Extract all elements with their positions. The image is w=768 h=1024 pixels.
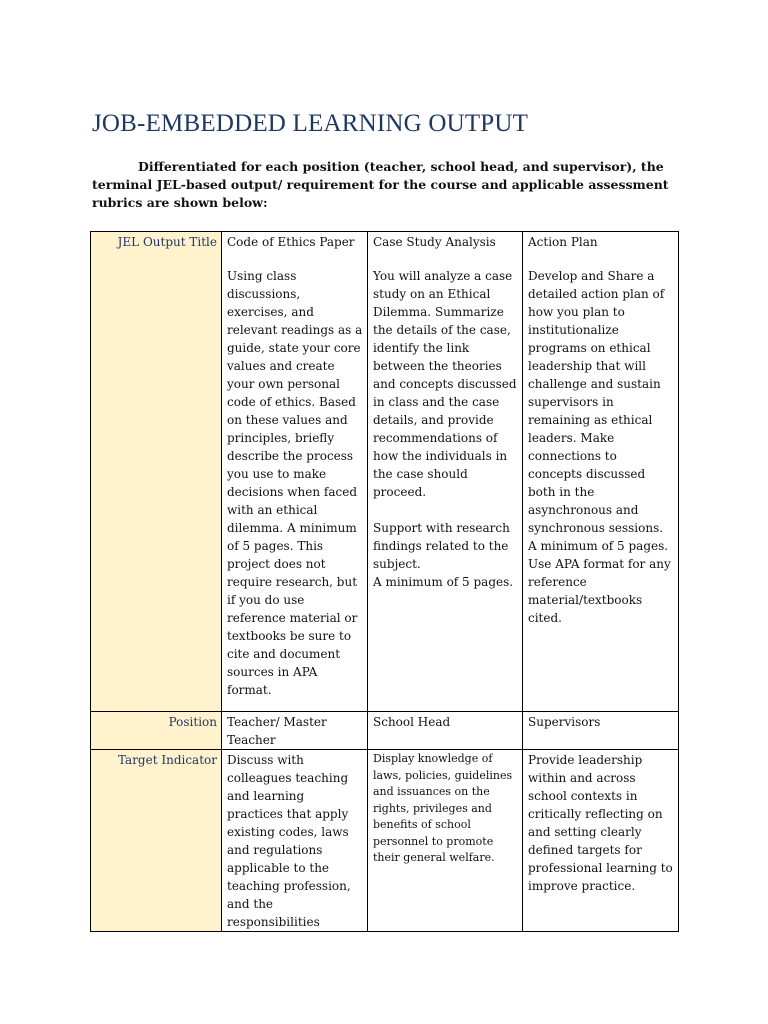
row-header-position: Position [91,712,222,750]
cell-case-study [368,232,523,712]
cell-indicator-teacher: Discuss with colleagues teaching and learning practices that apply existing codes, laws and regulations applicable to the teaching profession, and the responsibilities [222,750,368,932]
cell-indicator-school-head: Display knowledge of laws, policies, guidelines and issuances on the rights, privileges and benefits of school personnel to promote their general welfare. [368,750,523,932]
cell-indicator-supervisors: Provide leadership within and across school contexts in critically reflecting on and setting clearly defined targets for professional learning to improve practice. [523,750,679,932]
cell-title: Code of Ethics Paper [227,235,355,249]
row-header-output-title: JEL Output Title [91,232,222,712]
cell-position-school-head: School Head [368,712,523,750]
table-row-target-indicator [91,750,679,932]
cell-code-of-ethics [222,232,368,712]
cell-title: Case Study Analysis [373,235,496,249]
cell-body: You will analyze a case study on an Ethical Dilemma. Summarize the details of the case, identify the link between the theories and concepts discussed in class and the case details, and provide recommendations of how the individuals in the case should proceed. Support with research findings related to the subject. A minimum of 5 pages. [373,269,517,589]
cell-position-supervisors: Supervisors [523,712,679,750]
jel-table [90,231,679,932]
cell-body: Using class discussions, exercises, and relevant readings as a guide, state your core values and create your own personal code of ethics. Based on these values and principles, briefly describe the process you use to make decisions when faced with an ethical dilemma. A minimum of 5 pages. This project does not require research, but if you do use reference material or textbooks be sure to cite and document sources in APA format. [227,269,363,697]
table-row-position [91,712,679,750]
cell-body: Develop and Share a detailed action plan of how you plan to institutionalize programs on ethical leadership that will challenge and sustain supervisors in remaining as ethical leaders. Make connections to concepts discussed both in the asynchronous and synchronous sessions. A minimum of 5 pages. Use APA format for any reference material/textbooks cited. [528,269,671,625]
cell-position-teacher: Teacher/ Master Teacher [222,712,368,750]
cell-title: Action Plan [528,235,598,249]
document-title: JOB-EMBEDDED LEARNING OUTPUT [92,110,529,137]
cell-action-plan [523,232,679,712]
row-header-target-indicator: Target Indicator [91,750,222,932]
intro-paragraph: Differentiated for each position (teacher, school head, and supervisor), the terminal JEL-based output/ requirement for the course and applicable assessment rubrics are shown below: [92,159,669,210]
table-row-output-title [91,232,679,712]
